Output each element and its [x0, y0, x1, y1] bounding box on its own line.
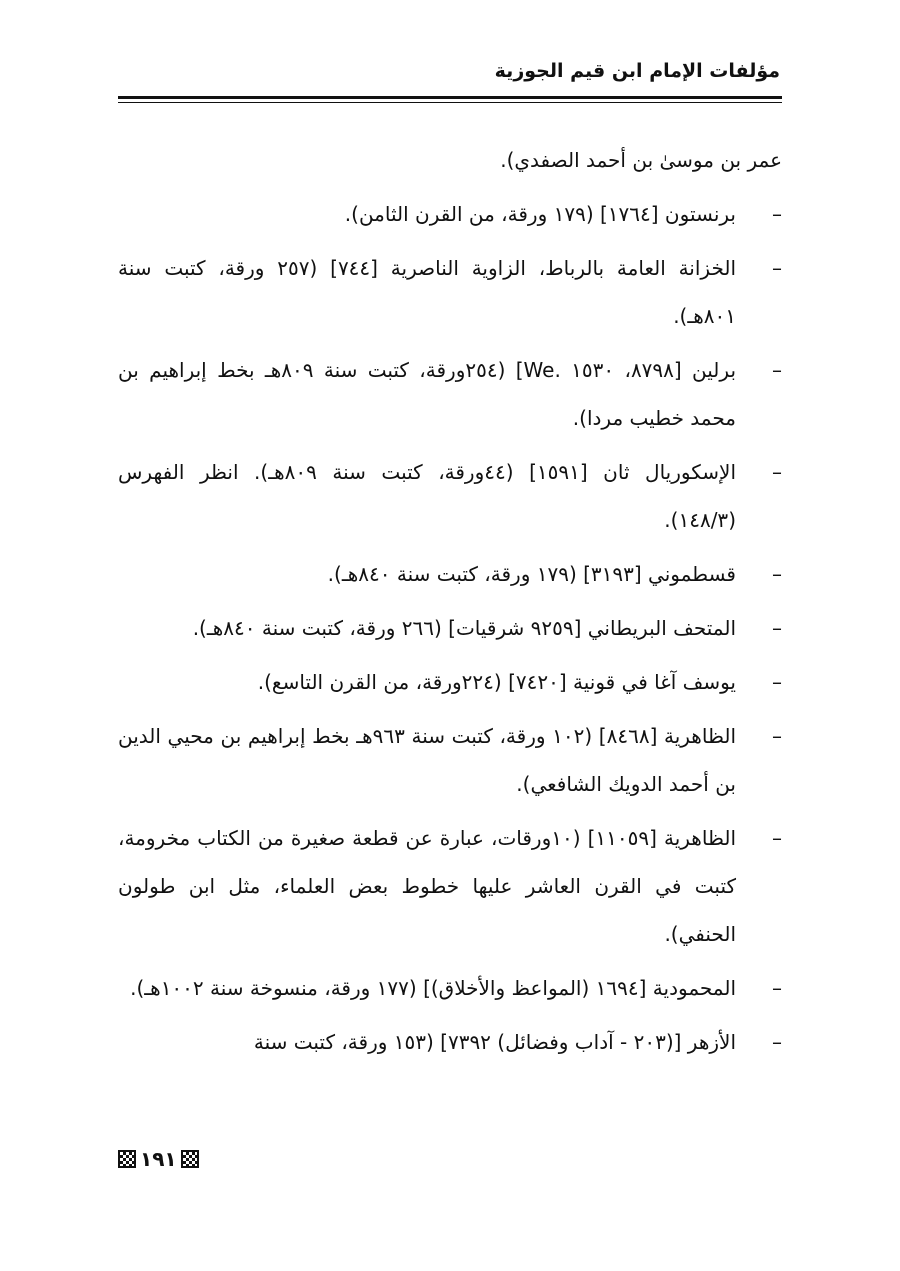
- continuation-line: عمر بن موسىٰ بن أحمد الصفدي).: [500, 148, 782, 172]
- entry-text: الخزانة العامة بالرباط، الزاوية الناصرية [٧٤٤] (٢٥٧ ورقة، كتبت سنة ٨٠١هـ).: [118, 256, 737, 328]
- manuscript-entry: [118, 1018, 782, 1066]
- dash-bullet: –: [772, 562, 782, 586]
- page-body: [118, 136, 782, 1072]
- dash-bullet: –: [772, 976, 782, 1000]
- ornament-left-icon: [118, 1150, 136, 1168]
- page-footer: [118, 1146, 199, 1172]
- manuscript-entry: [118, 712, 782, 808]
- dash-bullet: –: [772, 202, 782, 226]
- ornament-right-icon: [181, 1150, 199, 1168]
- dash-bullet: –: [772, 616, 782, 640]
- manuscript-entry: [118, 658, 782, 706]
- entry-text: الظاهرية [١١٠٥٩] (١٠ورقات، عبارة عن قطعة صغيرة من الكتاب مخرومة، كتبت في القرن العاشر عليها خطوط بعض العلماء، مثل ابن طولون الحنفي).: [118, 826, 736, 946]
- manuscript-entry: [118, 550, 782, 598]
- dash-bullet: –: [772, 358, 782, 382]
- manuscript-entry: [118, 964, 782, 1012]
- header-rule-thin: [118, 102, 782, 103]
- entry-text: المتحف البريطاني [٩٢٥٩ شرقيات] (٢٦٦ ورقة، كتبت سنة ٨٤٠هـ).: [192, 616, 736, 640]
- entry-text: برلين [٨٧٩٨، ١٥٣٠ .We] (٢٥٤ورقة، كتبت سنة ٨٠٩هـ بخط إبراهيم بن محمد خطيب مردا).: [118, 358, 737, 430]
- manuscript-entry: [118, 604, 782, 652]
- dash-bullet: –: [772, 1030, 782, 1054]
- manuscript-entry: [118, 448, 782, 544]
- manuscript-entry: [118, 190, 782, 238]
- dash-bullet: –: [772, 256, 782, 280]
- entry-text: برنستون [١٧٦٤] (١٧٩ ورقة، من القرن الثامن).: [344, 202, 736, 226]
- dash-bullet: –: [772, 460, 782, 484]
- manuscript-entry: [118, 814, 782, 958]
- page-number: ١٩١: [140, 1147, 177, 1171]
- manuscript-entry: [118, 244, 782, 340]
- dash-bullet: –: [772, 670, 782, 694]
- header-rule-thick: [118, 96, 782, 99]
- entry-text: يوسف آغا في قونية [٧٤٢٠] (٢٢٤ورقة، من القرن التاسع).: [257, 670, 736, 694]
- entry-text: المحمودية [١٦٩٤ (المواعظ والأخلاق)] (١٧٧ ورقة، منسوخة سنة ١٠٠٢هـ).: [130, 976, 736, 1000]
- entry-text: الأزهر [(٢٠٣ - آداب وفضائل) ٧٣٩٢] (١٥٣ ورقة، كتبت سنة: [253, 1030, 736, 1054]
- running-header-title: مؤلفات الإمام ابن قيم الجوزية: [494, 60, 780, 82]
- dash-bullet: –: [772, 826, 782, 850]
- entry-text: الإسكوريال ثان [١٥٩١] (٤٤ورقة، كتبت سنة ٨٠٩هـ). انظر الفهرس (١٤٨/٣).: [118, 460, 736, 532]
- dash-bullet: –: [772, 724, 782, 748]
- manuscript-entry: [118, 346, 782, 442]
- entry-text: الظاهرية [٨٤٦٨] (١٠٢ ورقة، كتبت سنة ٩٦٣هـ بخط إبراهيم بن محيي الدين بن أحمد الدويك الشافعي).: [118, 724, 737, 796]
- entry-text: قسطموني [٣١٩٣] (١٧٩ ورقة، كتبت سنة ٨٤٠هـ).: [327, 562, 736, 586]
